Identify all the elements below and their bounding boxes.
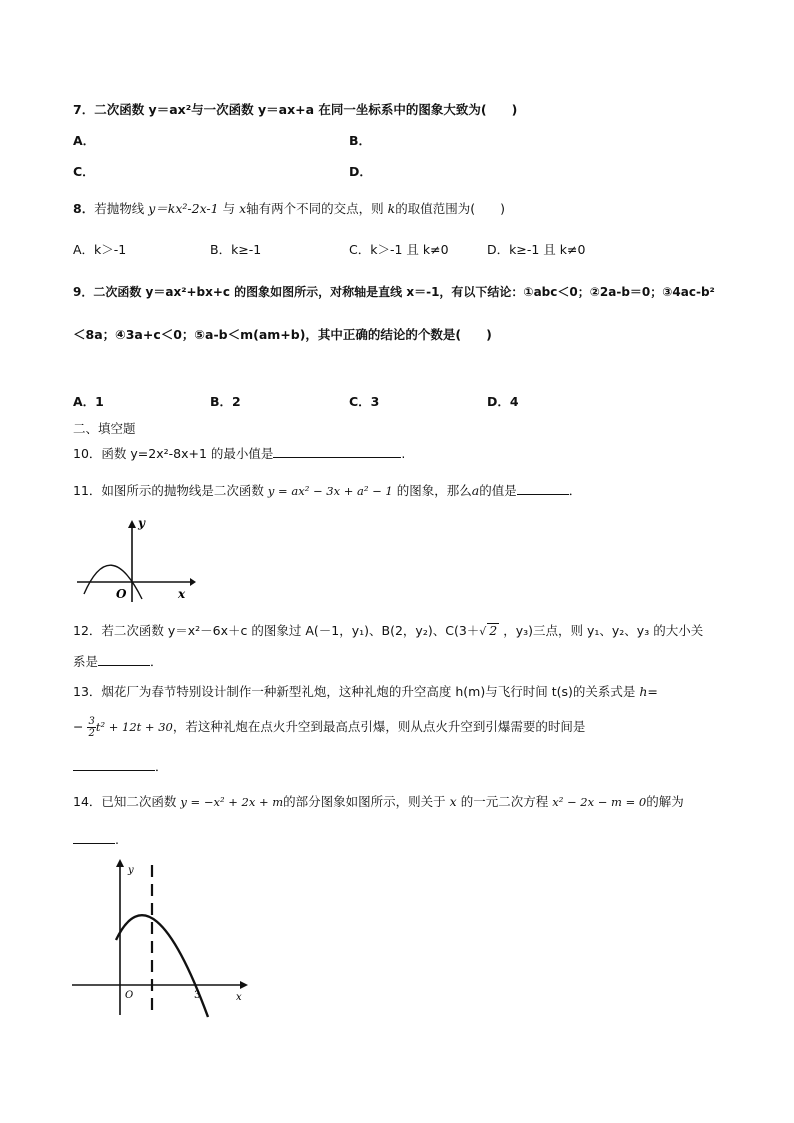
q14-x-three-label: 3 [194,990,201,1001]
q14-equation: y = −x² + 2x + m [180,795,284,809]
q10-answer-blank[interactable] [273,444,401,458]
q14-post: 的解为 [646,794,684,809]
q11-mid: 的图象，那么 [396,483,472,498]
q11-graph [72,514,197,604]
q14-answer-blank[interactable] [73,830,115,844]
q10-end: . [401,446,406,461]
q11-y-label: y [138,516,145,530]
q8-number: 8． [73,201,95,216]
q14-x-arrow-icon [240,981,248,989]
q11-pre: 11．如图所示的抛物线是二次函数 [73,483,264,498]
q8-mid2: 轴有两个不同的交点，则 [246,201,384,216]
q12-line2-text: 系是 [73,654,99,669]
q10-text: 10．函数 y=2x²-8x+1 的最小值是 [73,446,274,461]
q8-x-var: x [239,201,247,216]
q14-stem [73,793,684,811]
q11-y-arrow-icon [128,520,136,528]
q13-fraction-denominator: 2 [88,728,95,739]
section-heading-fill-in: 二、填空题 [73,421,136,436]
q9-option-b: B．2 [210,394,241,409]
q8-option-b: B．k≥-1 [210,242,262,257]
q13-minus: − [73,719,84,734]
q11-x-label: x [178,587,186,601]
q13-end: ． [155,759,168,774]
q11-post: 的值是 [479,483,517,498]
q14-equation-2: x² − 2x − m = 0 [552,795,647,809]
q13-h-var: h [639,684,648,699]
q8-k-var: k [387,201,396,216]
q12-post: ，y₃)三点，则 y₁、y₂、y₃ 的大小关 [503,623,704,638]
q10-stem [73,444,405,463]
q8-mid: 与 [222,201,236,216]
q13-fraction-numerator: 3 [88,716,95,727]
q7-option-b: B． [349,133,372,148]
q12-answer-blank[interactable] [98,652,150,666]
q14-y-label: y [128,865,134,876]
q8-equation: y＝kx²-2x-1 [148,201,219,216]
q14-mid2: 的一元二次方程 [460,794,549,809]
q13-post: ，若这种礼炮在点火升空到最高点引爆，则从点火升空到引爆需要的时间是 [172,719,586,734]
q7-option-c: C． [73,164,95,179]
q13-formula-line [73,716,585,739]
q14-end: . [115,832,119,847]
q14-origin-label: O [125,990,134,1001]
q12-pre: 12．若二次函数 y＝x²－6x＋c 的图象过 A(－1，y₁)、B(2，y₂)、C(3＋ [73,623,480,638]
q11-stem [73,481,581,500]
q12-end: ． [150,654,163,669]
q7-option-d: D． [349,164,372,179]
q14-pre: 14．已知二次函数 [73,794,177,809]
q14-x-label: x [236,992,242,1003]
q7-text: 7．二次函数 y＝ax²与一次函数 y＝ax+a 在同一坐标系中的图象大致为( ) [73,102,518,117]
q11-origin-label: O [116,587,127,601]
q7-option-a: A． [73,133,96,148]
q8-stem [73,200,505,218]
q14-y-arrow-icon [116,859,124,867]
q9-option-d: D．4 [487,394,519,409]
q13-answer-blank[interactable] [73,757,155,771]
q14-parabola [116,915,208,1017]
q9-option-c: C．3 [349,394,380,409]
q9-line-2: ＜8a；④3a+c＜0；⑤a-b＜m(am+b)，其中正确的结论的个数是( ) [73,327,492,342]
q12-sqrt-value: 2 [489,623,498,638]
q9-option-a: A．1 [73,394,104,409]
q14-x-var: x [449,794,457,809]
q13-fraction [87,716,95,739]
q14-graph [68,855,253,1020]
q11-end: ． [568,483,582,498]
q12-stem: 12．若二次函数 y＝x²－6x＋c 的图象过 A(－1，y₁)、B(2，y₂)、C(3＋√ 2 ，y₃)三点，则 y₁、y₂、y₃ 的大小关 [73,623,704,638]
q11-x-arrow-icon [190,578,196,586]
q14-mid: 的部分图象如图所示，则关于 [283,794,446,809]
q13-pre: 13．烟花厂为春节特别设计制作一种新型礼炮，这种礼炮的升空高度 h(m)与飞行时间 t(s)的关系式是 [73,684,636,699]
q13-formula-rest: t² + 12t + 30 [95,720,173,734]
q8-post: 的取值范围为( ) [395,201,505,216]
q8-option-a: A．k＞-1 [73,242,127,257]
q9-line-1: 9．二次函数 y＝ax²+bx+c 的图象如图所示，对称轴是直线 x＝-1，有以下结论：①abc＜0；②2a-b＝0；③4ac-b² [73,285,715,299]
q14-answer-line [73,830,119,849]
q12-line-2 [73,652,163,671]
q11-answer-blank[interactable] [517,481,569,495]
q13-answer-line [73,757,168,776]
q11-a-var: a [471,483,480,498]
q8-option-d: D．k≥-1 且 k≠0 [487,242,586,257]
q8-option-c: C．k＞-1 且 k≠0 [349,242,449,257]
q13-eq-sign: = [647,684,658,699]
q13-stem [73,683,658,701]
q8-pre: 若抛物线 [94,201,145,216]
q11-equation: y = ax² − 3x + a² − 1 [267,484,393,498]
